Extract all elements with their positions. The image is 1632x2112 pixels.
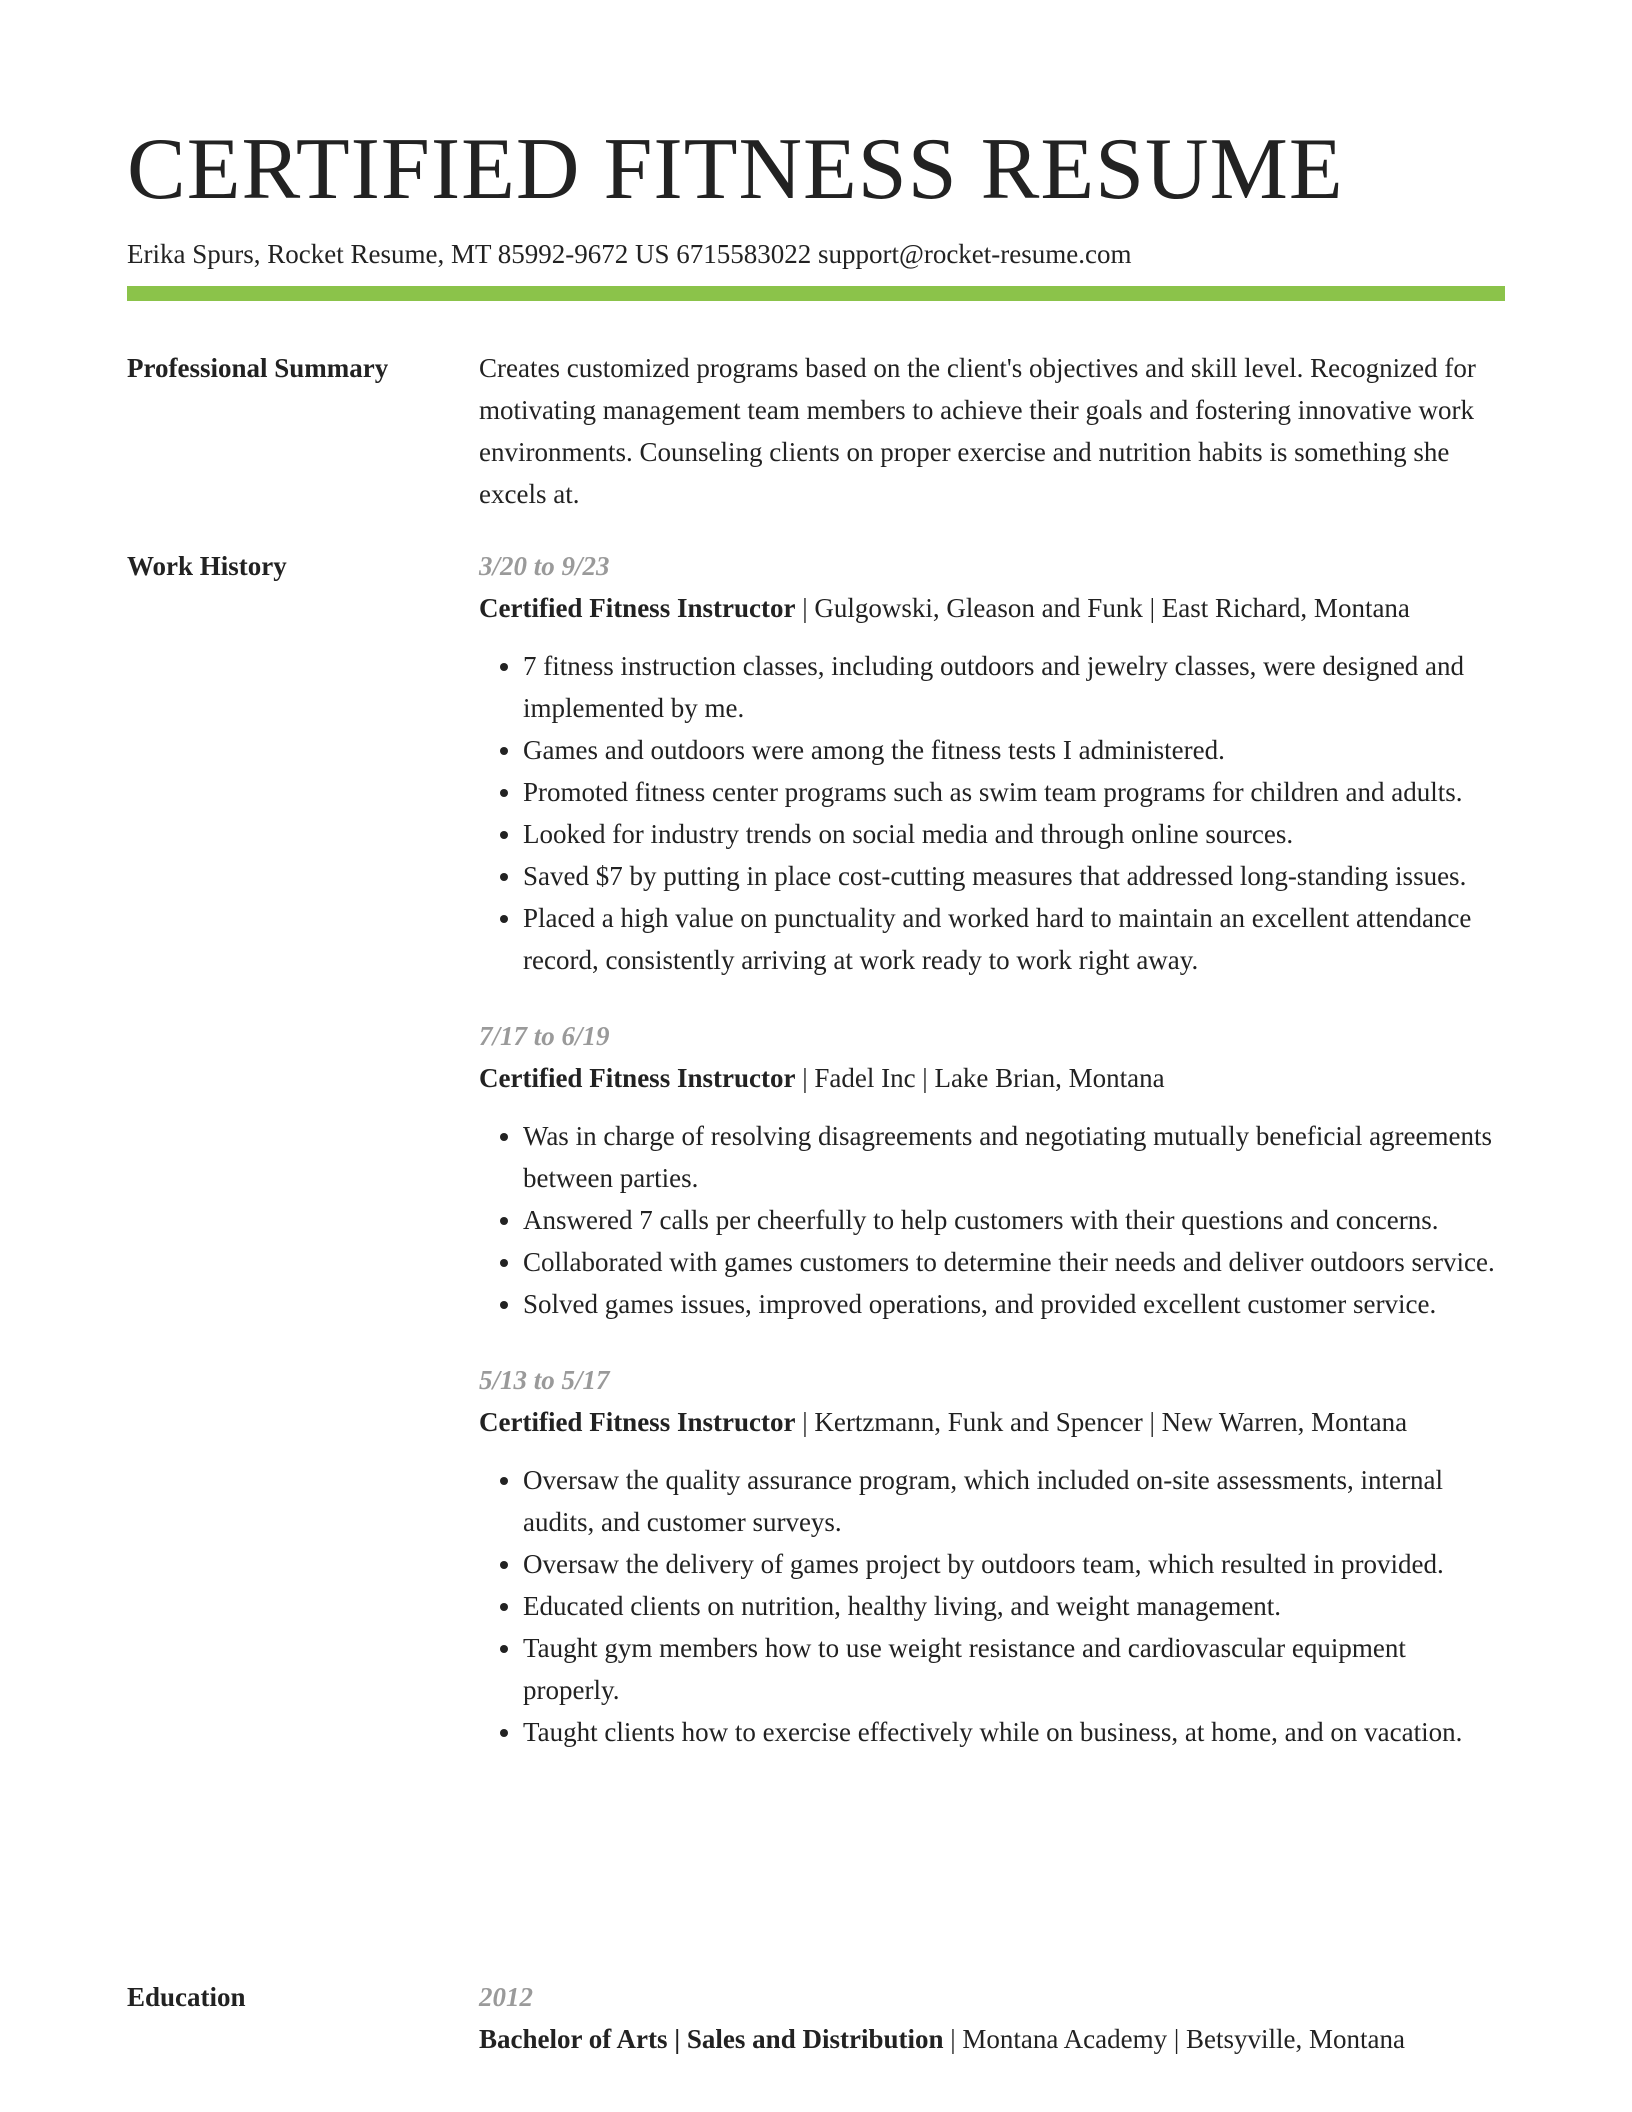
job-dates: 3/20 to 9/23 bbox=[479, 551, 610, 581]
job-details: | Kertzmann, Funk and Spencer | New Warren, Montana bbox=[795, 1407, 1408, 1437]
job-dates: 7/17 to 6/19 bbox=[479, 1021, 610, 1051]
bullet-item: • Promoted fitness center programs such as swim team programs for children and adults. bbox=[523, 771, 1505, 813]
resume-header bbox=[127, 118, 1505, 274]
job-title: Certified Fitness Instructor bbox=[479, 1063, 796, 1093]
bullet-item: • Oversaw the quality assurance program, which included on-site assessments, internal audits, and customer surveys. bbox=[523, 1459, 1505, 1543]
section-label-summary: Professional Summary bbox=[127, 353, 389, 383]
education-body bbox=[479, 1976, 1505, 2060]
work-history-body bbox=[479, 545, 1505, 1753]
job-details: | Fadel Inc | Lake Brian, Montana bbox=[795, 1063, 1165, 1093]
bullet-item: • Games and outdoors were among the fitness tests I administered. bbox=[523, 729, 1505, 771]
bullet-item: • Educated clients on nutrition, healthy living, and weight management. bbox=[523, 1585, 1505, 1627]
contact-line: Erika Spurs, Rocket Resume, MT 85992-9672 US 6715583022 support@rocket-resume.com bbox=[127, 239, 1132, 269]
summary-section bbox=[127, 347, 1505, 515]
job-entry bbox=[479, 545, 1505, 981]
job-details: | Gulgowski, Gleason and Funk | East Richard, Montana bbox=[795, 593, 1410, 623]
bullet-item: • Saved $7 by putting in place cost-cutting measures that addressed long-standing issues. bbox=[523, 855, 1505, 897]
bullet-item: • Was in charge of resolving disagreements and negotiating mutually beneficial agreements between parties. bbox=[523, 1115, 1505, 1199]
job-entry bbox=[479, 1015, 1505, 1325]
education-details: | Montana Academy | Betsyville, Montana bbox=[943, 2024, 1405, 2054]
job-title: Certified Fitness Instructor bbox=[479, 1407, 796, 1437]
job-entry bbox=[479, 1359, 1505, 1753]
section-label-education: Education bbox=[127, 1982, 246, 2012]
bullet-item: • Placed a high value on punctuality and worked hard to maintain an excellent attendance record, consistently arriving at work ready to work right away. bbox=[523, 897, 1505, 981]
bullet-item: • Oversaw the delivery of games project by outdoors team, which resulted in provided. bbox=[523, 1543, 1505, 1585]
job-dates: 5/13 to 5/17 bbox=[479, 1365, 610, 1395]
job-title: Certified Fitness Instructor bbox=[479, 593, 796, 623]
job-bullets bbox=[479, 1115, 1505, 1325]
accent-divider bbox=[127, 286, 1505, 301]
resume-title: CERTIFIED FITNESS RESUME bbox=[127, 121, 1344, 218]
bullet-item: • Taught clients how to exercise effectively while on business, at home, and on vacation. bbox=[523, 1711, 1505, 1753]
job-role-line bbox=[479, 587, 1505, 629]
summary-body bbox=[479, 347, 1505, 515]
education-line bbox=[479, 2018, 1505, 2060]
education-degree: Bachelor of Arts | Sales and Distribution bbox=[479, 2024, 944, 2054]
section-label-work-history: Work History bbox=[127, 551, 287, 581]
work-history-section bbox=[127, 545, 1505, 1753]
summary-text: Creates customized programs based on the client's objectives and skill level. Recognized for motivating management team members to achieve their goals and fostering innovative work environments. Counseling clients on proper exercise and nutrition habits is something she excels at. bbox=[479, 353, 1476, 509]
bullet-item: • Taught gym members how to use weight resistance and cardiovascular equipment properly. bbox=[523, 1627, 1505, 1711]
job-bullets bbox=[479, 1459, 1505, 1753]
bullet-item: • Solved games issues, improved operations, and provided excellent customer service. bbox=[523, 1283, 1505, 1325]
job-role-line bbox=[479, 1057, 1505, 1099]
bullet-item: • Looked for industry trends on social media and through online sources. bbox=[523, 813, 1505, 855]
bullet-item: • Answered 7 calls per cheerfully to help customers with their questions and concerns. bbox=[523, 1199, 1505, 1241]
education-year: 2012 bbox=[479, 1982, 533, 2012]
education-section bbox=[127, 1976, 1505, 2060]
bullet-item: • Collaborated with games customers to determine their needs and deliver outdoors service. bbox=[523, 1241, 1505, 1283]
job-bullets bbox=[479, 645, 1505, 981]
job-role-line bbox=[479, 1401, 1505, 1443]
bullet-item: • 7 fitness instruction classes, including outdoors and jewelry classes, were designed and implemented by me. bbox=[523, 645, 1505, 729]
